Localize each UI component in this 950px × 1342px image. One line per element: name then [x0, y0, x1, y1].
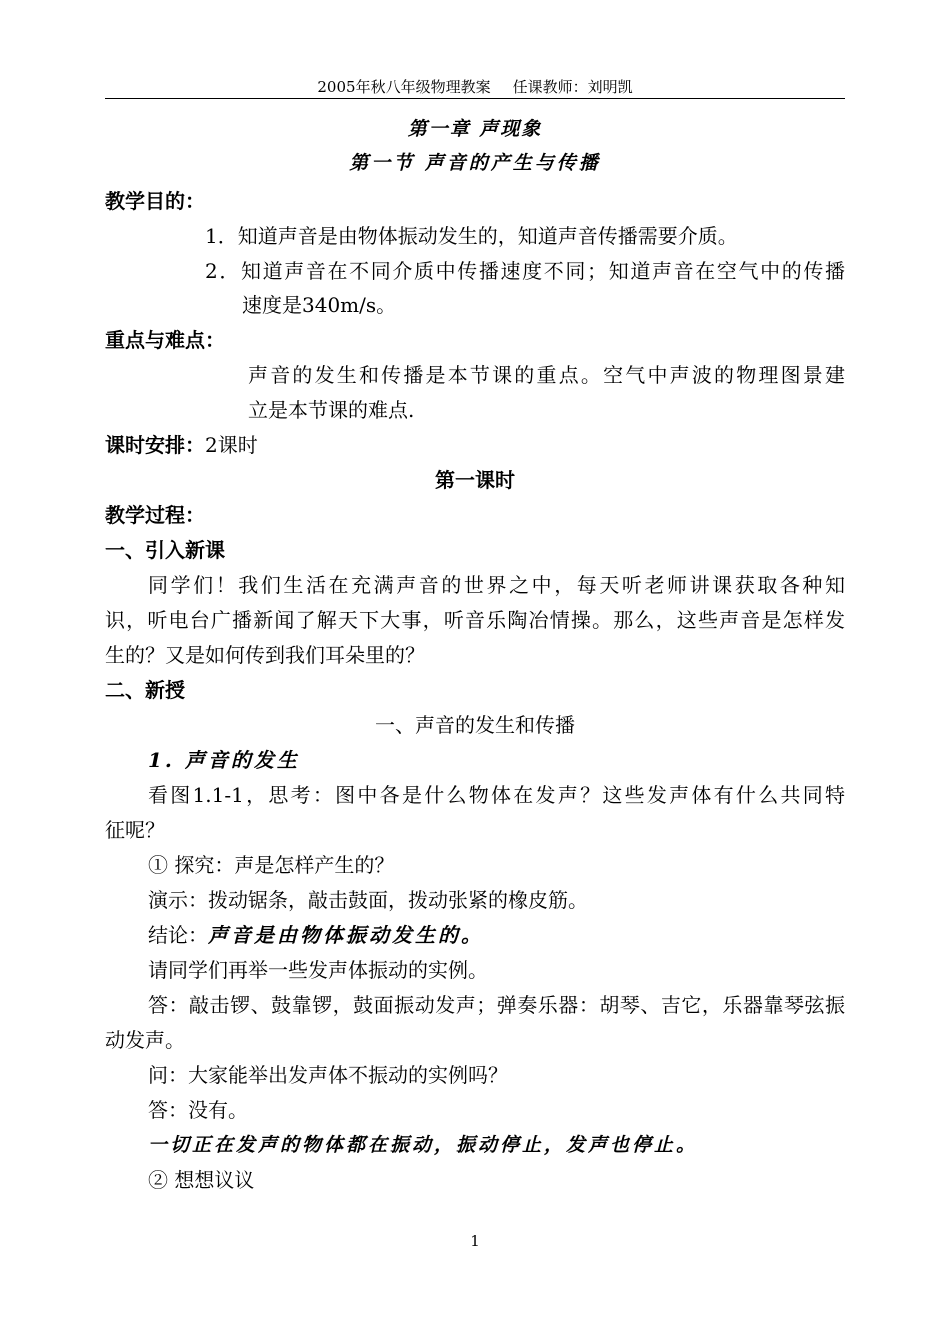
ask-examples-line: 请同学们再举一些发声体振动的实例。 [148, 958, 488, 982]
chapter-title: 第一章 声现象 [407, 118, 543, 140]
point-1-heading: 1. 声音的发生 [148, 748, 300, 772]
objective-item-2-line-2: 速度是340m/s。 [242, 293, 397, 317]
lesson-title: 第一课时 [435, 468, 515, 492]
conclusion-text: 声音是由物体振动发生的。 [208, 923, 484, 947]
answer-2-line: 答：没有。 [148, 1098, 248, 1122]
answer-1-line-2: 动发声。 [105, 1028, 185, 1052]
explore-line: ① 探究：声是怎样产生的？ [148, 853, 395, 877]
header-teacher: 任课教师：刘明凯 [512, 78, 633, 96]
intro-line-3: 生的？又是如何传到我们耳朵里的？ [105, 643, 425, 667]
header-course: 2005年秋八年级物理教案 [317, 78, 491, 96]
demo-line: 演示：拨动锯条，敲击鼓面，拨动张紧的橡皮筋。 [148, 888, 588, 912]
intro-line-1: 同学们！我们生活在充满声音的世界之中，每天听老师讲课获取各种知 [148, 573, 845, 597]
point-1-line-2: 征呢？ [105, 818, 165, 842]
schedule-label: 课时安排： [105, 433, 205, 457]
question-2-line: 问：大家能举出发声体不振动的实例吗？ [148, 1063, 508, 1087]
new-lesson-subheading: 一、声音的发生和传播 [375, 713, 575, 737]
point-1-line-1: 看图1.1-1，思考：图中各是什么物体在发声？这些发声体有什么共同特 [148, 783, 845, 807]
section-title: 第一节 声音的产生与传播 [349, 152, 601, 174]
process-heading: 教学过程： [105, 503, 205, 527]
answer-1-line-1: 答：敲击锣、鼓靠锣，鼓面振动发声；弹奏乐器：胡琴、吉它，乐器靠琴弦振 [148, 993, 845, 1017]
discuss-line: ② 想想议议 [148, 1168, 255, 1192]
conclusion-label: 结论： [148, 923, 208, 947]
new-lesson-heading: 二、新授 [105, 678, 185, 702]
key-points-line-1: 声音的发生和传播是本节课的重点。空气中声波的物理图景建 [248, 363, 845, 387]
schedule-value: 2课时 [205, 433, 258, 457]
objective-item-2-line-1: 2．知道声音在不同介质中传播速度不同；知道声音在空气中的传播 [205, 259, 845, 283]
key-points-line-2: 立是本节课的难点. [248, 398, 415, 422]
intro-heading: 一、引入新课 [105, 538, 225, 562]
conclusion-line [148, 918, 845, 952]
page-header [105, 76, 845, 97]
objectives-heading: 教学目的： [105, 189, 205, 213]
schedule-line [105, 428, 845, 462]
objective-item-1: 1．知道声音是由物体振动发生的，知道声音传播需要介质。 [205, 224, 738, 248]
header-rule [105, 98, 845, 99]
key-points-heading: 重点与难点： [105, 328, 225, 352]
page-number: 1 [470, 1232, 480, 1250]
intro-line-2: 识，听电台广播新闻了解天下大事，听音乐陶冶情操。那么，这些声音是怎样发 [105, 608, 845, 632]
summary-line: 一切正在发声的物体都在振动，振动停止，发声也停止。 [148, 1134, 699, 1156]
